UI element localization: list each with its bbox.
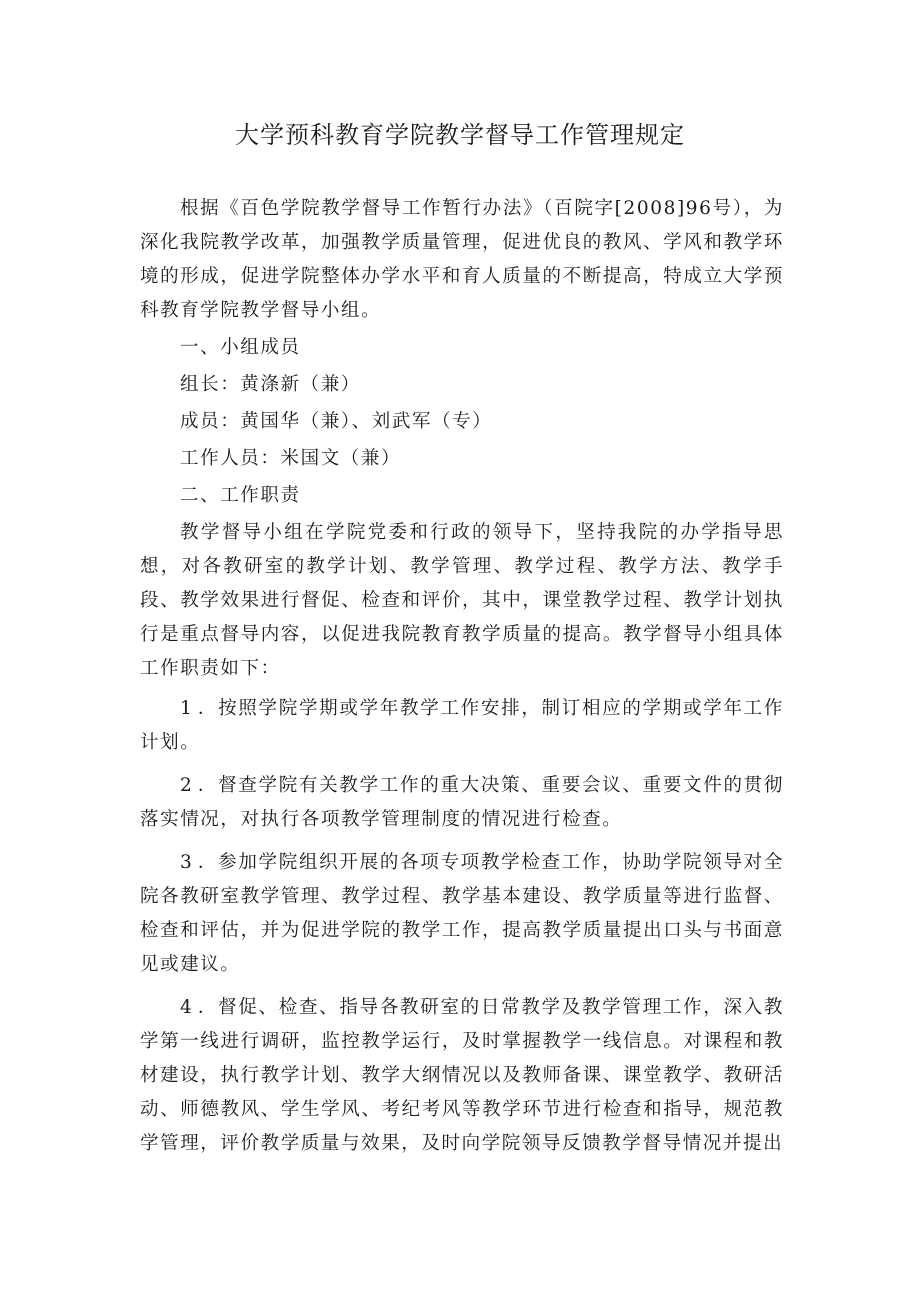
staff-line: 工作人员：米国文（兼）	[180, 448, 402, 469]
document-title: 大学预科教育学院教学督导工作管理规定	[235, 121, 685, 149]
intro-paragraph: 根据《百色学院教学督导工作暂行办法》（百院字[2008]96号），为深化我院教学改革，加强教学质量管理，促进优良的教风、学风和教学环境的形成，促进学院整体办学水平和育人质量的不断提高，特成立大学预科教育学院教学督导小组。	[140, 198, 784, 321]
duty-text: ．督促、检查、指导各教研室的日常教学及教学管理工作，深入教学第一线进行调研，监控教学运行，及时掌握教学一线信息。对课程和教材建设，执行教学计划、教学大纲情况以及教师备课、课堂教学、教研活动、师德教风、学生学风、考纪考风等教学环节进行检查和指导，规范教学管理，评价教学质量与效果，及时向学院领导反馈教学督导情况并提出	[140, 997, 784, 1154]
duty-item	[140, 846, 784, 982]
duty-number: 1	[180, 698, 198, 719]
duties-intro-paragraph: 教学督导小组在学院党委和行政的领导下，坚持我院的办学指导思想，对各教研室的教学计划、教学管理、教学过程、教学方法、教学手段、教学效果进行督促、检查和评价，其中，课堂教学过程、教学计划执行是重点督导内容，以促进我院教育教学质量的提高。教学督导小组具体工作职责如下：	[140, 522, 784, 679]
duty-item	[140, 769, 784, 837]
duty-number: 2	[180, 775, 198, 796]
section-heading-duties: 二、工作职责	[180, 485, 301, 506]
document-body	[140, 192, 784, 1161]
section-heading-members: 一、小组成员	[180, 337, 301, 358]
duty-text: ．参加学院组织开展的各项专项教学检查工作，协助学院领导对全院各教研室教学管理、教学过程、教学基本建设、教学质量等进行监督、检查和评估，并为促进学院的教学工作，提高教学质量提出口头与书面意见或建议。	[140, 852, 784, 975]
members-line: 成员：黄国华（兼）、刘武军（专）	[180, 411, 493, 432]
duty-number: 3	[180, 852, 198, 873]
duty-item	[140, 692, 784, 760]
duty-text: ．按照学院学期或学年教学工作安排，制订相应的学期或学年工作计划。	[140, 698, 784, 753]
duty-number: 4	[180, 997, 198, 1018]
duty-text: ．督查学院有关教学工作的重大决策、重要会议、重要文件的贯彻落实情况，对执行各项教学管理制度的情况进行检查。	[140, 775, 784, 830]
leader-line: 组长：黄涤新（兼）	[180, 374, 361, 395]
duty-item	[140, 991, 784, 1161]
